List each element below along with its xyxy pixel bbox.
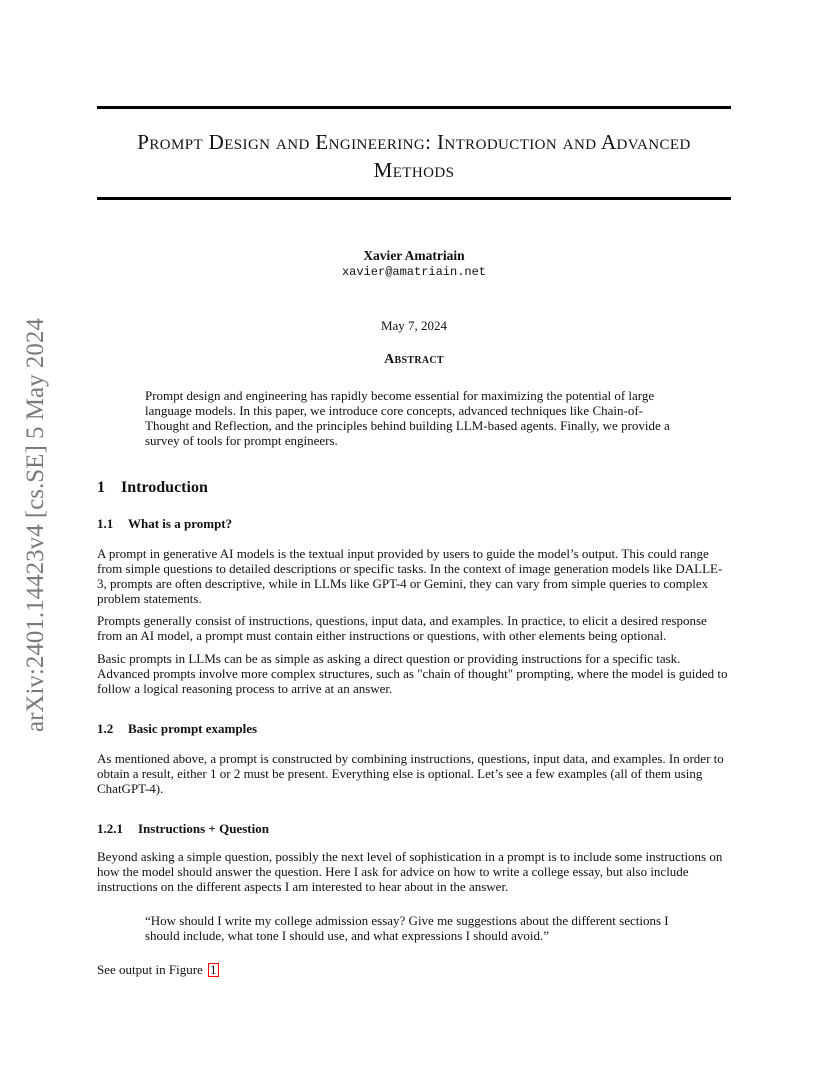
section-number: 1 bbox=[97, 479, 105, 496]
paragraph: As mentioned above, a prompt is constructed by combining instructions, questions, input data, and examples. In order to obtain a result, either 1 or 2 must be present. Everything else is optional. Let’s see a few examples (all of them using ChatGPT-4). bbox=[97, 751, 724, 796]
figure-reference-link[interactable]: 1 bbox=[210, 962, 217, 977]
title-bottom-rule bbox=[97, 197, 731, 200]
see-output-line bbox=[97, 962, 219, 977]
paragraph: Prompts generally consist of instructions, questions, input data, and examples. In practice, to elicit a desired response from an AI model, a prompt must contain either instructions or questions, with other elements being optional. bbox=[97, 613, 707, 643]
subsection-heading-basic-prompt-examples bbox=[97, 721, 257, 737]
paper-title: Prompt Design and Engineering: Introduction and Advanced Methods bbox=[137, 130, 691, 182]
author-name: Xavier Amatriain bbox=[363, 248, 465, 263]
paragraph: Beyond asking a simple question, possibly the next level of sophistication in a prompt is to include some instructions on how the model should answer the question. Here I ask for advice on how to write a college essay, but also include instructions on the different aspects I am interested to hear about in the answer. bbox=[97, 849, 723, 894]
title-top-rule bbox=[97, 106, 731, 109]
example-prompt-quote: “How should I write my college admission essay? Give me suggestions about the different sections I should include, what tone I should use, and what expressions I should avoid.” bbox=[145, 913, 669, 943]
paragraph: A prompt in generative AI models is the textual input provided by users to guide the model’s output. This could range from simple questions to detailed descriptions or specific tasks. In the context of image generation models like DALLE-3, prompts are often descriptive, while in LLMs like GPT-4 or Gemini, they can vary from simple queries to complex problem statements. bbox=[97, 546, 723, 606]
abstract-heading: Abstract bbox=[384, 352, 444, 367]
abstract-text: Prompt design and engineering has rapidly become essential for maximizing the potential of large language models. In this paper, we introduce core concepts, advanced techniques like Chain-of-Thought and Reflection, and the principles behind building LLM-based agents. Finally, we provide a survey of tools for prompt engineers. bbox=[145, 388, 670, 448]
subsection-number: 1.1 bbox=[97, 516, 114, 531]
section-heading-introduction bbox=[97, 478, 208, 498]
paper-date: May 7, 2024 bbox=[380, 318, 448, 333]
paragraph: Basic prompts in LLMs can be as simple as asking a direct question or providing instructions for a specific task. Advanced prompts involve more complex structures, such as "chain of thought" prompting, where the model is guided to follow a logical reasoning process to arrive at an answer. bbox=[97, 651, 728, 696]
subsection-number: 1.2 bbox=[97, 721, 114, 736]
subsubsection-title: Instructions + Question bbox=[138, 821, 269, 836]
see-output-text: See output in Figure bbox=[97, 962, 203, 977]
arxiv-identifier: arXiv:2401.14423v4 [cs.SE] 5 May 2024 bbox=[22, 318, 49, 732]
author-block bbox=[97, 247, 731, 280]
subsection-title: What is a prompt? bbox=[128, 516, 233, 531]
section-title: Introduction bbox=[121, 479, 208, 496]
subsection-title: Basic prompt examples bbox=[128, 721, 258, 736]
subsubsection-number: 1.2.1 bbox=[97, 821, 123, 836]
author-email: xavier@amatriain.net bbox=[341, 265, 487, 279]
subsubsection-heading-instructions-question bbox=[97, 821, 269, 837]
subsection-heading-what-is-a-prompt bbox=[97, 516, 232, 532]
